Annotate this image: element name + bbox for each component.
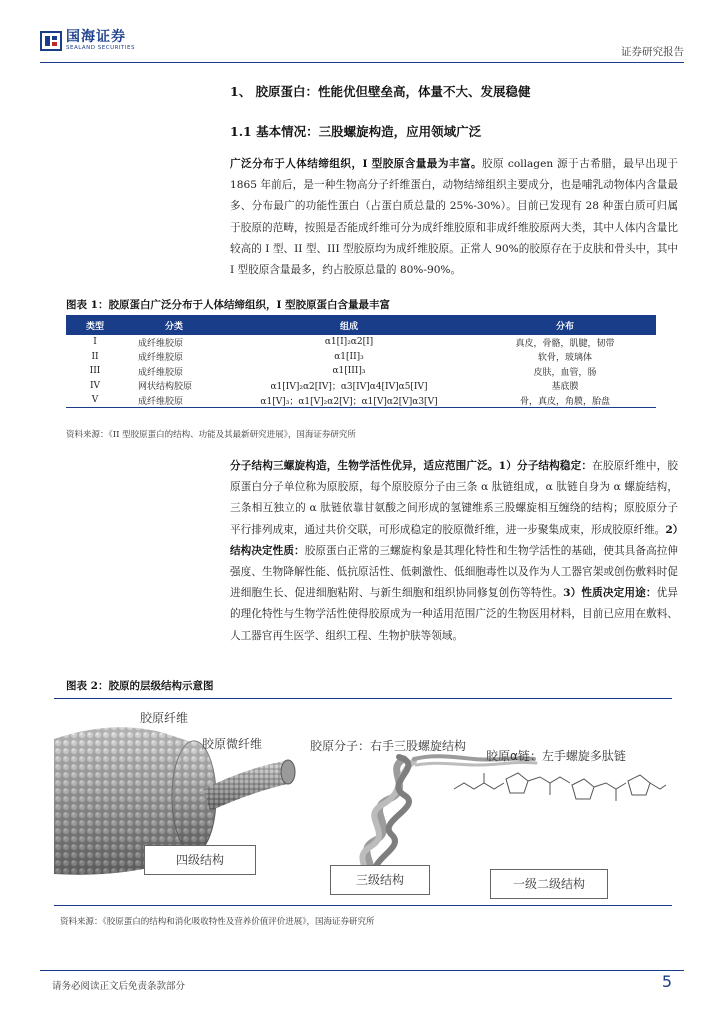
company-logo [40, 30, 135, 52]
intro-paragraph [230, 154, 678, 281]
intro-lead: 广泛分布于人体结缔组织，I 型胶原含量最为丰富。 [230, 158, 482, 170]
page-header [40, 26, 684, 66]
cell-distribution: 骨，真皮，角膜，胎盘 [474, 393, 656, 408]
intro-text: 胶原 collagen 源于古希腊，最早出现于 1865 年前后，是一种生物高分子纤维蛋白，动物结缔组织主要成分，也是哺乳动物体内含量最多、分布最广的功能性蛋白（占蛋白质总量的 25%-30%）。目前已发现有 28 种蛋白质可归属于胶原的范畴，按照是否能成纤维可分为成纤维胶原和非成纤维胶原两大类，其中人体内含量比较高的 I 型、II 型、III 型胶原均为成纤维胶原。正常人 90%的胶原存在于皮肤和骨头中，其中 I 型胶原含量最多，约占胶原总量的 80%-90%。 [230, 158, 678, 277]
cell-distribution: 软骨，玻璃体 [537, 353, 592, 364]
cell-composition: α1[I]₂α2[I] [324, 337, 374, 348]
point2-text: 胶原蛋白正常的三螺旋构象是其理化特性和生物学活性的基础，使其具备高拉伸强度、生物降解性能、低抗原活性、低刺激性、低细胞毒性以及作为人工器官架或创伤敷料时促进细胞生长、促进细胞粘附、与新生细胞和组织协同修复创伤等特性。 [230, 544, 679, 600]
cell-composition: α1[IV]₂α2[IV]；α3[IV]α4[IV]α5[IV] [270, 382, 428, 393]
table-row [66, 379, 656, 394]
section-heading: 1、 胶原蛋白：性能优但壁垒高，体量不大、发展稳健 [230, 84, 531, 99]
tertiary-structure-box: 三级结构 [330, 865, 430, 895]
label-alpha-chain: 胶原α链：左手螺旋多肽链 [486, 749, 626, 763]
page-number: 5 [661, 972, 672, 991]
cell-class: 网状结构胶原 [138, 382, 193, 393]
cell-type: V [66, 393, 124, 408]
disclaimer-notice: 请务必阅读正文后免责条款部分 [52, 981, 186, 992]
subsection-heading: 1.1 基本情况：三股螺旋构造，应用领域广泛 [230, 124, 482, 139]
table-row [66, 335, 656, 350]
label-microfibril: 胶原微纤维 [202, 737, 263, 751]
cell-class: 成纤维胶原 [124, 393, 224, 408]
col-header-distribution: 分布 [474, 315, 656, 335]
sealand-logo-icon [40, 30, 62, 52]
structure-paragraph [230, 456, 678, 647]
cell-distribution: 基底膜 [551, 382, 579, 393]
table-header-row [66, 315, 656, 335]
cell-class: 成纤维胶原 [138, 353, 184, 364]
cell-type: II [91, 351, 99, 362]
cell-composition: α1[II]₃ [334, 351, 364, 362]
point1-label: 1）分子结构稳定： [498, 460, 593, 472]
label-collagen-molecule: 胶原分子：右手三股螺旋结构 [310, 739, 467, 753]
figure1-source: 资料来源：《II 型胶原蛋白的结构、功能及其最新研究进展》，国海证券研究所 [66, 430, 356, 440]
point1-text: 在胶原纤维中，胶原蛋白分子单位称为原胶原，每个原胶原分子由三条 α 肽链组成，α 肽链自身为 α 螺旋结构，三条相互独立的 α 肽链依靠甘氨酸之间形成的氢键维系三股螺旋相互缠绕的结构；原胶原分子平行排列成束，通过共价交联，可形成稳定的胶原微纤维，进一步聚集成束，形成胶原纤维。 [230, 460, 678, 536]
header-divider [40, 62, 684, 63]
quaternary-structure-box: 四级结构 [144, 845, 256, 875]
cell-distribution: 皮肤，血管，肠 [533, 367, 597, 378]
footer-divider [40, 970, 684, 971]
structure-lead: 分子结构三螺旋构造，生物学活性优异，适应范围广泛。 [230, 460, 499, 472]
cell-composition: α1[III]₃ [332, 366, 366, 377]
cell-type: IV [89, 380, 101, 391]
col-header-composition: 组成 [224, 315, 474, 335]
collagen-hierarchy-figure [54, 698, 672, 906]
table-row [66, 364, 656, 379]
label-collagen-fiber: 胶原纤维 [140, 711, 189, 725]
figure1-title: 图表 1：胶原蛋白广泛分布于人体结缔组织，I 型胶原蛋白含量最丰富 [66, 299, 391, 311]
logo-english-name: SEALAND SECURITIES [66, 45, 136, 51]
figure2-title: 图表 2：胶原的层级结构示意图 [66, 680, 214, 692]
report-type-label: 证券研究报告 [621, 46, 684, 58]
cell-class: 成纤维胶原 [138, 338, 184, 349]
point2-label: 2）结构决定性质： [230, 523, 679, 557]
table-row [66, 393, 656, 408]
microfibril-shape [204, 760, 295, 811]
logo-chinese-name: 国海证券 [66, 29, 126, 45]
figure2-source: 资料来源：《胶原蛋白的结构和消化吸收特性及营养价值评价进展》，国海证券研究所 [60, 917, 375, 927]
cell-type: I [93, 337, 97, 348]
cell-composition: α1[V]₃；α1[V]₂α2[V]；α1[V]α2[V]α3[V] [224, 393, 474, 408]
primary-secondary-structure-box: 一级二级结构 [490, 869, 608, 899]
alpha-chain-structure [454, 773, 666, 801]
point3-label: 3）性质决定用途： [563, 587, 657, 600]
point3-text: 优异的理化特性与生物学活性使得胶原成为一种适用范围广泛的生物医用材料，目前已应用在敷料、人工器官再生医学、组织工程、生物护肤等领域。 [230, 587, 678, 642]
col-header-type: 类型 [66, 315, 124, 335]
cell-class: 成纤维胶原 [138, 367, 184, 378]
cell-distribution: 真皮，骨骼，肌腱，韧带 [515, 338, 615, 349]
col-header-class: 分类 [124, 315, 224, 335]
collagen-type-table [66, 315, 656, 408]
table-row [66, 350, 656, 365]
cell-type: III [89, 366, 101, 377]
